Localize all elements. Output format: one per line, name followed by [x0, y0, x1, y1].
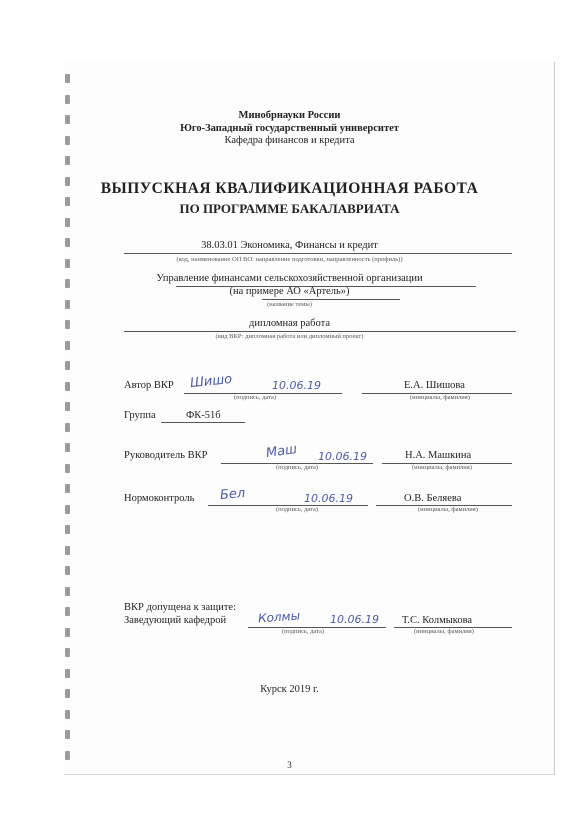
admission-name-caption: (инициалы, фамилия): [414, 628, 474, 635]
document-title: ВЫПУСКНАЯ КВАЛИФИКАЦИОННАЯ РАБОТА: [100, 180, 479, 197]
author-name-caption: (инициалы, фамилия): [410, 394, 470, 401]
author-signature-caption: (подпись, дата): [234, 394, 277, 401]
group-underline: [161, 422, 245, 423]
binding-hole: [65, 587, 70, 596]
topic-line-1: Управление финансами сельскохозяйственной организации: [156, 273, 423, 284]
admission-sign-date: 10.06.19: [330, 613, 379, 626]
supervisor-sign-date: 10.06.19: [318, 450, 367, 463]
normcontrol-name: О.В. Беляева: [404, 493, 462, 504]
binding-hole: [65, 751, 70, 760]
topic-caption: (название темы): [267, 301, 312, 308]
binding-hole: [65, 341, 70, 350]
author-signature: Шишо: [189, 371, 233, 392]
binding-hole: [65, 218, 70, 227]
page-number: 3: [287, 760, 292, 770]
university-name: Юго-Западный государственный университет: [180, 123, 399, 134]
normcontrol-signature-caption: (подпись, дата): [276, 506, 319, 513]
binding-hole: [65, 402, 70, 411]
supervisor-name: Н.А. Машкина: [405, 450, 472, 461]
city-year: Курск 2019 г.: [260, 684, 319, 695]
binding-hole: [65, 669, 70, 678]
author-name: Е.А. Шишова: [404, 380, 465, 391]
binding-hole: [65, 607, 70, 616]
group-value: ФК-51б: [186, 410, 221, 421]
binding-hole: [65, 628, 70, 637]
binding-hole: [65, 566, 70, 575]
binding-holes: [64, 62, 72, 774]
ministry-name: Минобрнауки России: [238, 110, 341, 121]
head-of-department-label: Заведующий кафедрой: [124, 615, 227, 626]
normcontrol-name-caption: (инициалы, фамилия): [418, 506, 478, 513]
department-name: Кафедра финансов и кредита: [224, 135, 355, 146]
binding-hole: [65, 525, 70, 534]
binding-hole: [65, 648, 70, 657]
binding-hole: [65, 505, 70, 514]
head-of-department-name: Т.С. Колмыкова: [402, 615, 473, 626]
binding-hole: [65, 546, 70, 555]
normcontrol-label: Нормоконтроль: [124, 493, 195, 504]
supervisor-label: Руководитель ВКР: [124, 450, 208, 461]
binding-hole: [65, 443, 70, 452]
document-subtitle: ПО ПРОГРАММЕ БАКАЛАВРИАТА: [179, 201, 400, 216]
supervisor-signature: Маш: [265, 441, 298, 462]
normcontrol-signature: Бел: [219, 485, 246, 504]
binding-hole: [65, 710, 70, 719]
binding-hole: [65, 423, 70, 432]
admission-signature: Колмы: [257, 608, 301, 626]
program-value: 38.03.01 Экономика, Финансы и кредит: [201, 240, 378, 251]
program-underline: [124, 253, 512, 254]
binding-hole: [65, 361, 70, 370]
group-label: Группа: [124, 410, 156, 421]
binding-hole: [65, 382, 70, 391]
author-label: Автор ВКР: [124, 380, 174, 391]
binding-hole: [65, 74, 70, 83]
work-type-value: дипломная работа: [249, 318, 330, 329]
work-type-underline: [124, 331, 516, 332]
topic-line-2: (на примере АО «Артель»): [229, 286, 350, 297]
supervisor-signature-caption: (подпись, дата): [276, 464, 319, 471]
binding-hole: [65, 95, 70, 104]
work-type-caption: (вид ВКР: дипломная работа или дипломный проект): [215, 333, 364, 340]
normcontrol-sign-date: 10.06.19: [304, 492, 353, 505]
binding-hole: [65, 484, 70, 493]
topic-underline-2: [262, 299, 400, 300]
binding-hole: [65, 730, 70, 739]
author-sign-date: 10.06.19: [272, 379, 321, 392]
supervisor-name-caption: (инициалы, фамилия): [412, 464, 472, 471]
admission-heading: ВКР допущена к защите:: [124, 602, 236, 613]
admission-signature-caption: (подпись, дата): [282, 628, 325, 635]
program-caption: (код, наименование ОП ВО: направление подготовки, направленность (профиль)): [176, 256, 403, 263]
binding-hole: [65, 156, 70, 165]
binding-hole: [65, 464, 70, 473]
